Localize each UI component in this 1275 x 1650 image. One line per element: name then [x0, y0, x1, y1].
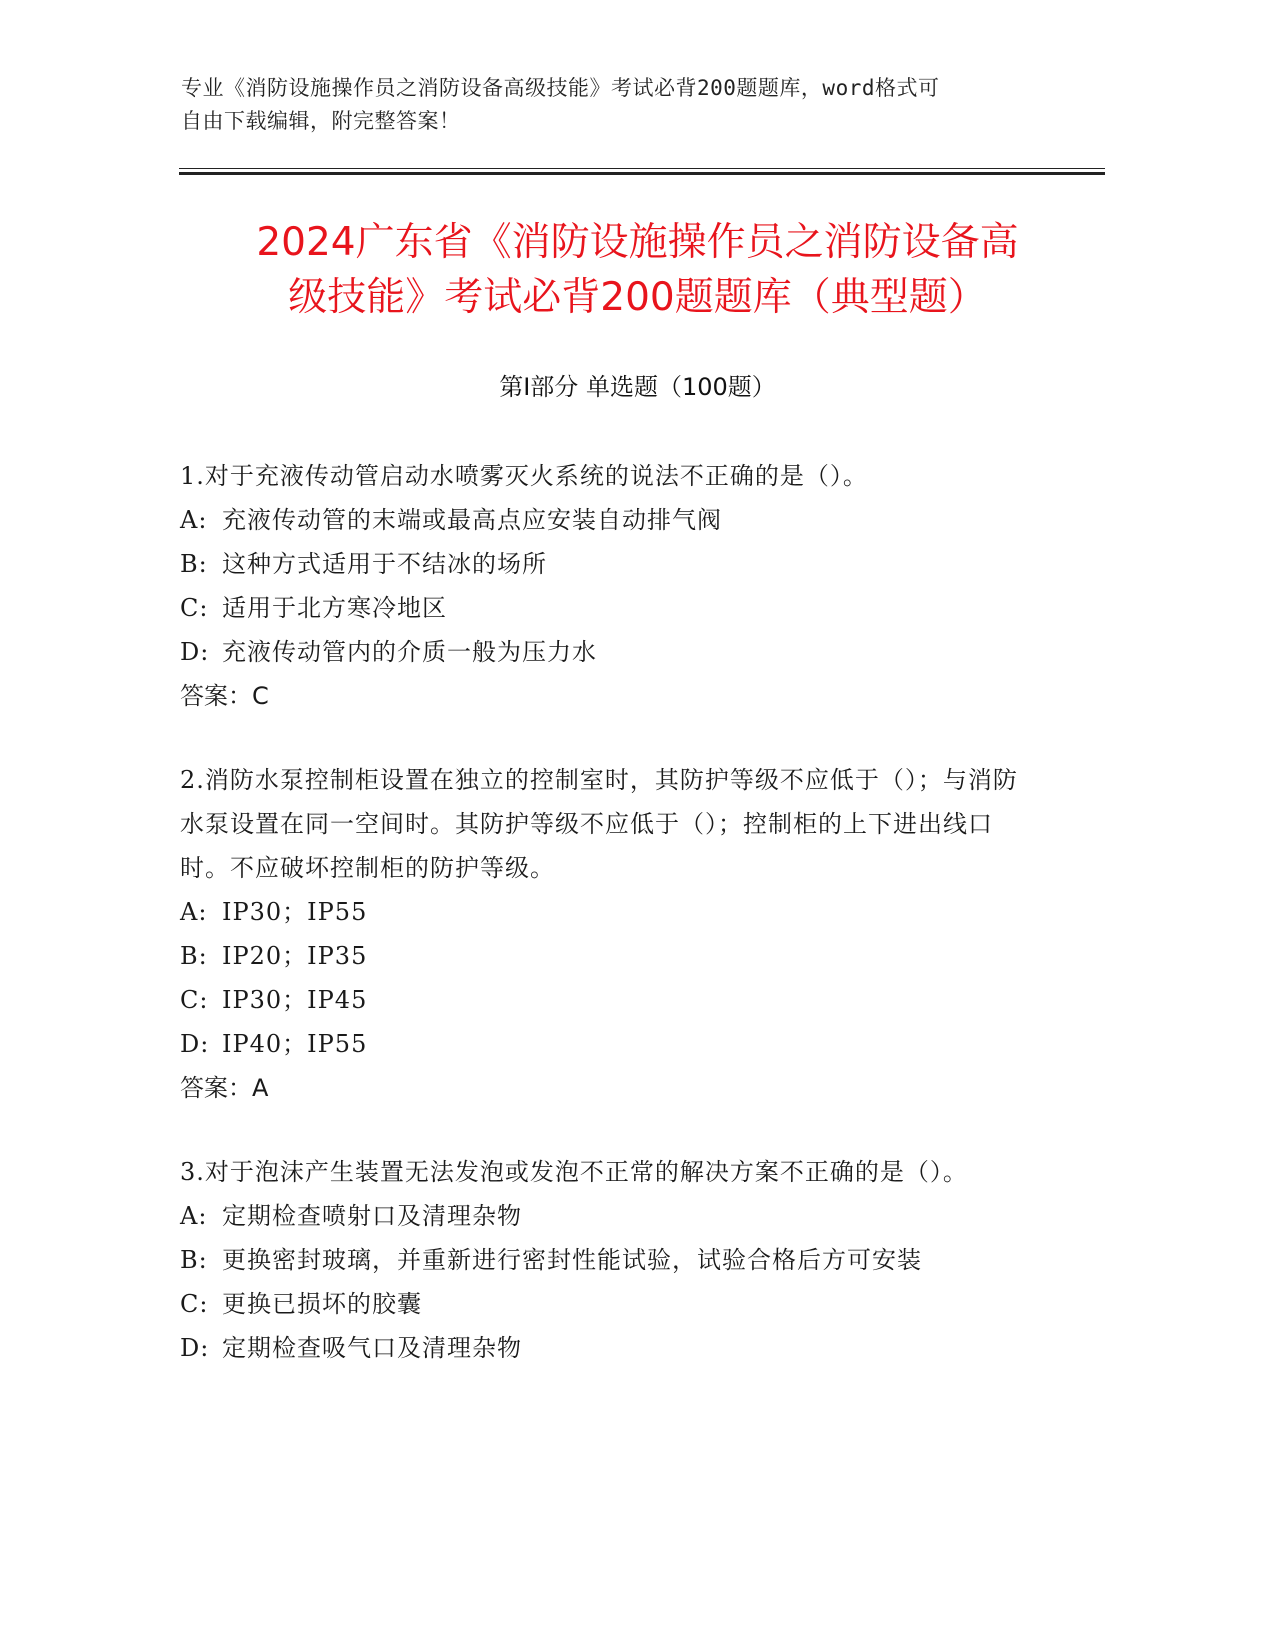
option-text: 充液传动管内的介质一般为压力水 [222, 638, 597, 666]
option-letter: D: [180, 638, 210, 666]
option-text: 更换密封玻璃，并重新进行密封性能试验，试验合格后方可安装 [222, 1246, 922, 1274]
title-line-2: 级技能》考试必背200题题库（典型题） [288, 275, 987, 320]
option-a [180, 890, 1030, 934]
option-text: IP40；IP55 [222, 1030, 368, 1058]
question-1 [180, 454, 1030, 718]
answer: 答案：C [180, 682, 269, 710]
option-letter: A: [180, 1202, 208, 1230]
option-text: 更换已损坏的胶囊 [222, 1290, 422, 1318]
option-letter: D: [180, 1030, 210, 1058]
option-c [180, 586, 1030, 630]
section-heading: 第Ⅰ部分 单选题（100题） [499, 373, 776, 401]
option-text: IP30；IP45 [222, 986, 368, 1014]
option-letter: B: [180, 1246, 208, 1274]
option-a [180, 498, 1030, 542]
option-letter: C: [180, 986, 209, 1014]
question-3 [180, 1150, 1030, 1370]
option-text: IP30；IP55 [222, 898, 368, 926]
option-letter: B: [180, 942, 208, 970]
question-stem: 1.对于充液传动管启动水喷雾灭火系统的说法不正确的是（）。 [180, 462, 868, 490]
option-c [180, 1282, 1030, 1326]
option-a [180, 1194, 1030, 1238]
option-b [180, 1238, 1030, 1282]
question-2 [180, 758, 1030, 1110]
option-letter: A: [180, 506, 208, 534]
option-d [180, 1326, 1030, 1370]
header-divider-thin [179, 168, 1105, 169]
option-text: IP20；IP35 [222, 942, 368, 970]
question-stem: 3.对于泡沫产生装置无法发泡或发泡不正常的解决方案不正确的是（）。 [180, 1158, 968, 1186]
question-stem: 2.消防水泵控制柜设置在独立的控制室时，其防护等级不应低于（）；与消防水泵设置在同一空间时。其防护等级不应低于（）；控制柜的上下进出线口时。不应破坏控制柜的防护等级。 [180, 766, 1018, 882]
header-divider-thick [179, 172, 1105, 175]
option-text: 充液传动管的末端或最高点应安装自动排气阀 [222, 506, 722, 534]
option-letter: B: [180, 550, 208, 578]
option-d [180, 630, 1030, 674]
title-line-1: 2024广东省《消防设施操作员之消防设备高 [256, 220, 1019, 265]
option-letter: A: [180, 898, 208, 926]
option-b [180, 542, 1030, 586]
option-text: 定期检查喷射口及清理杂物 [222, 1202, 522, 1230]
option-letter: C: [180, 594, 209, 622]
option-c [180, 978, 1030, 1022]
option-b [180, 934, 1030, 978]
document-intro [181, 72, 1041, 138]
option-text: 适用于北方寒冷地区 [222, 594, 447, 622]
option-d [180, 1022, 1030, 1066]
intro-line-1: 专业《消防设施操作员之消防设备高级技能》考试必背200题题库，word格式可 [181, 76, 940, 100]
option-text: 定期检查吸气口及清理杂物 [222, 1334, 522, 1362]
answer: 答案：A [180, 1074, 269, 1102]
option-letter: D: [180, 1334, 210, 1362]
document-title [150, 215, 1125, 325]
intro-line-2: 自由下载编辑，附完整答案！ [181, 109, 461, 133]
option-letter: C: [180, 1290, 209, 1318]
option-text: 这种方式适用于不结冰的场所 [222, 550, 547, 578]
